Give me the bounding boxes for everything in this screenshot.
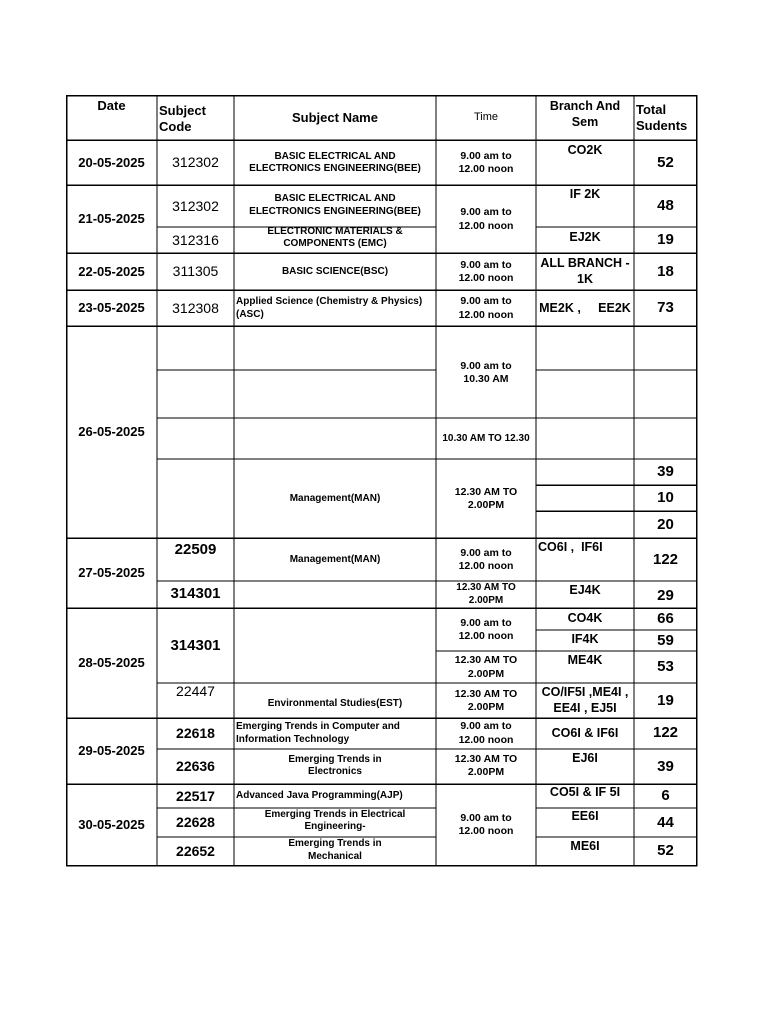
branch-cell: IF4K (571, 632, 599, 647)
total-cell: 39 (657, 757, 674, 775)
time-cell: 9.00 am to 10.30 AM (460, 359, 512, 385)
header-total-students: Total Sudents (636, 101, 688, 133)
subject-code-cell: 312316 (172, 231, 219, 248)
subject-code-cell: 312308 (172, 299, 219, 316)
subject-name-cell: BASIC SCIENCE(BSC) (281, 265, 389, 277)
subject-code-cell: 22652 (176, 842, 215, 859)
subject-name-cell: Advanced Java Programming(AJP) (236, 789, 403, 801)
total-cell: 66 (657, 610, 674, 628)
subject-name-cell: Emerging Trends in Computer and Information Technology (236, 721, 400, 745)
date-cell: 29-05-2025 (78, 743, 145, 759)
total-cell: 52 (657, 153, 674, 171)
time-cell: 10.30 AM TO 12.30 (442, 432, 530, 444)
date-cell: 21-05-2025 (78, 211, 145, 227)
date-cell: 26-05-2025 (78, 424, 145, 440)
total-cell: 6 (661, 787, 670, 805)
branch-cell: EJ4K (569, 583, 601, 597)
subject-code-cell: 312302 (172, 154, 219, 171)
time-cell: 9.00 am to 12.00 noon (458, 616, 514, 642)
subject-code-cell: 22509 (174, 540, 217, 558)
date-cell: 30-05-2025 (78, 816, 145, 832)
date-cell: 23-05-2025 (78, 300, 145, 316)
total-cell: 122 (652, 550, 679, 568)
branch-cell: ME6I (570, 839, 600, 853)
time-cell: 12.30 AM TO 2.00PM (454, 752, 518, 778)
branch-cell: EJ6I (572, 751, 598, 765)
total-cell: 59 (657, 631, 674, 649)
total-cell: 73 (657, 299, 674, 317)
time-cell: 9.00 am to 12.00 noon (458, 811, 514, 837)
total-cell: 19 (657, 691, 674, 709)
header-date: Date (97, 98, 126, 113)
branch-cell: CO6I & IF6I (551, 725, 619, 740)
branch-cell: ME2K , EE2K (539, 300, 631, 315)
subject-name-cell: Emerging Trends in Electronics (288, 753, 382, 777)
total-cell: 53 (657, 658, 674, 676)
subject-name-cell: Emerging Trends in Mechanical (288, 838, 382, 862)
branch-cell: CO5I & IF 5I (549, 785, 621, 800)
branch-cell: EJ2K (569, 230, 601, 245)
total-cell: 19 (657, 231, 674, 249)
date-cell: 22-05-2025 (78, 263, 145, 279)
time-cell: 9.00 am to 12.00 noon (458, 206, 514, 232)
subject-name-cell: Applied Science (Chemistry & Physics) (ASC) (236, 296, 423, 320)
total-cell: 48 (657, 197, 674, 215)
subject-name-cell: BASIC ELECTRICAL AND ELECTRONICS ENGINEERING(BEE) (249, 193, 421, 217)
time-cell: 9.00 am to 12.00 noon (458, 149, 514, 175)
time-cell: 9.00 am to 12.00 noon (458, 258, 514, 284)
date-cell: 20-05-2025 (78, 154, 145, 170)
time-cell: 12.30 AM TO 2.00PM (454, 485, 518, 511)
total-cell: 44 (657, 813, 674, 831)
total-cell: 52 (657, 842, 674, 860)
branch-cell: CO6I , IF6I (538, 540, 603, 554)
subject-code-cell: 22628 (176, 814, 215, 831)
branch-cell: IF 2K (569, 187, 601, 201)
total-cell: 20 (657, 515, 674, 533)
header-subject-code: Subject Code (159, 102, 206, 134)
subject-code-cell: 22447 (176, 683, 215, 700)
branch-cell: EE6I (571, 809, 599, 823)
time-cell: 9.00 am to 12.00 noon (458, 720, 514, 746)
time-cell: 12.30 AM TO 2.00PM (454, 654, 518, 680)
total-cell: 18 (657, 262, 674, 280)
branch-cell: CO2K (567, 143, 603, 157)
header-time: Time (473, 111, 499, 124)
subject-name-cell: Environmental Studies(EST) (267, 697, 403, 709)
total-cell: 10 (657, 489, 674, 507)
date-cell: 27-05-2025 (78, 565, 145, 581)
subject-code-cell: 22517 (176, 787, 215, 804)
time-cell: 12.30 AM TO 2.00PM (454, 687, 518, 713)
branch-cell: CO4K (567, 611, 603, 626)
subject-code-cell: 314301 (170, 636, 221, 654)
total-cell: 29 (657, 586, 674, 604)
subject-name-cell: Emerging Trends in Electrical Engineering- (264, 808, 406, 832)
time-cell: 12.30 AM TO 2.00PM (456, 582, 516, 606)
subject-name-cell: BASIC ELECTRICAL AND ELECTRONICS ENGINEERING(BEE) (249, 150, 421, 174)
subject-code-cell: 22618 (176, 725, 215, 742)
subject-name-cell: Management(MAN) (289, 553, 381, 565)
total-cell: 39 (657, 463, 674, 481)
total-cell: 122 (652, 724, 679, 742)
subject-code-cell: 22636 (176, 758, 215, 775)
header-branch-sem: Branch And Sem (549, 99, 621, 129)
subject-code-cell: 311305 (172, 263, 219, 280)
time-cell: 9.00 am to 12.00 noon (458, 295, 514, 321)
subject-code-cell: 314301 (170, 584, 221, 602)
branch-cell: ALL BRANCH - 1K (540, 256, 630, 286)
subject-code-cell: 312302 (172, 197, 219, 214)
header-subject-name: Subject Name (292, 109, 378, 125)
subject-name-cell: Management(MAN) (289, 492, 381, 504)
branch-cell: ME4K (567, 653, 603, 667)
time-cell: 9.00 am to 12.00 noon (458, 546, 514, 572)
subject-name-cell: ELECTRONIC MATERIALS & COMPONENTS (EMC) (267, 225, 403, 249)
date-cell: 28-05-2025 (78, 655, 145, 671)
branch-cell: CO/IF5I ,ME4I , EE4I , EJ5I (541, 685, 629, 715)
